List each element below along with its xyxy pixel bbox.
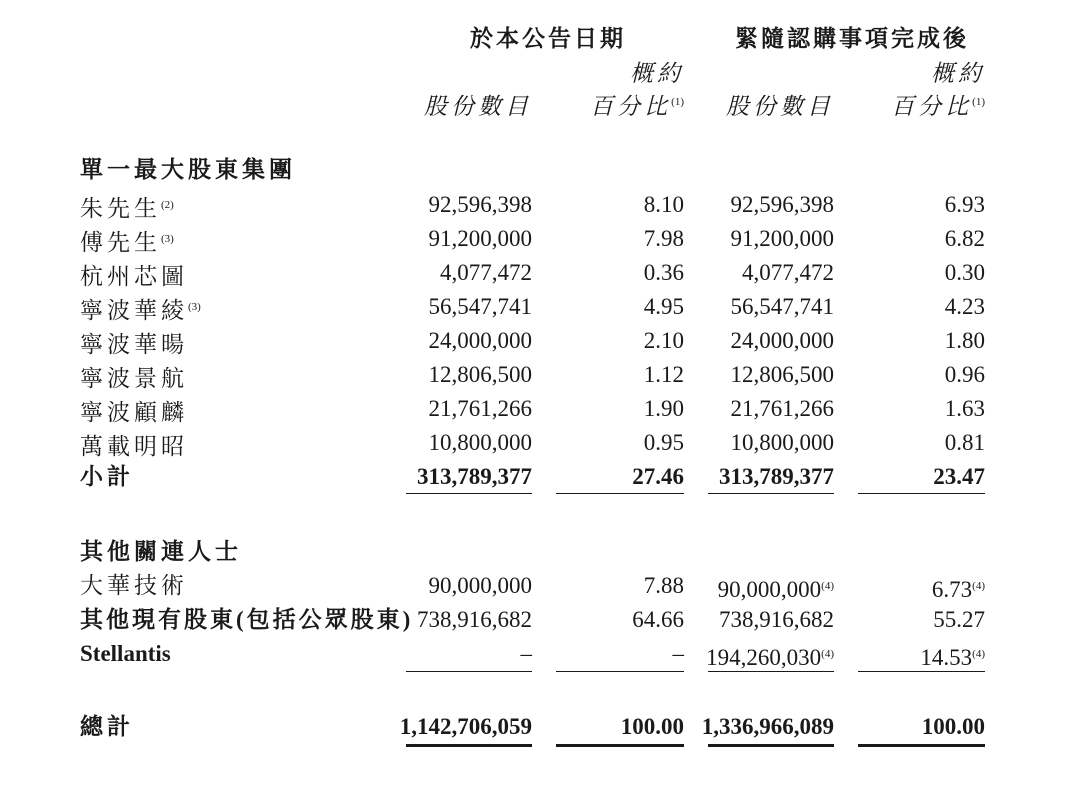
- section-rule: [556, 671, 684, 672]
- shares-after: 10,800,000: [730, 430, 834, 455]
- shares-after: 90,000,000$^{(4)}$: [717, 577, 834, 602]
- percent-after: 1.80: [944, 328, 985, 353]
- shares-current: 4,077,472: [440, 260, 532, 285]
- subtotal-percent-current: 27.46: [632, 464, 684, 489]
- header-approx-2: 概約: [931, 61, 985, 86]
- section-rule: [406, 671, 532, 672]
- row-label: 萬載明昭: [80, 434, 188, 459]
- shares-after: 21,761,266: [730, 396, 834, 421]
- percent-after: 4.23: [944, 294, 985, 319]
- table-row: [0, 324, 1080, 358]
- section-rule: [858, 671, 985, 672]
- header-shares-2: 股份數目: [726, 94, 834, 119]
- percent-after: 0.30: [944, 260, 985, 285]
- shares-current: 10,800,000: [428, 430, 532, 455]
- percent-current: 1.12: [643, 362, 684, 387]
- percent-after: 6.93: [944, 192, 985, 217]
- header-percent-1: 百分比$^{(1)}$: [590, 94, 684, 119]
- table-row: [0, 569, 1080, 603]
- shares-after: 56,547,741: [730, 294, 834, 319]
- total-rule: [406, 744, 532, 747]
- shares-after: 194,260,030$^{(4)}$: [706, 645, 834, 670]
- row-label: 寧波華暘: [80, 332, 188, 357]
- percent-current: 4.95: [643, 294, 684, 319]
- shares-after: 4,077,472: [742, 260, 834, 285]
- percent-after: 0.96: [944, 362, 985, 387]
- percent-after: 14.53$^{(4)}$: [920, 645, 985, 670]
- table-row: [0, 256, 1080, 290]
- shares-after: 24,000,000: [730, 328, 834, 353]
- percent-current: 7.88: [643, 573, 684, 598]
- percent-current: 1.90: [643, 396, 684, 421]
- row-label: 傅先生$^{(3)}$: [80, 230, 174, 255]
- percent-current: 8.10: [643, 192, 684, 217]
- table-row: [0, 603, 1080, 637]
- row-label: Stellantis: [80, 641, 171, 666]
- row-label: 寧波華綾$^{(3)}$: [80, 298, 201, 323]
- shares-current: –: [520, 641, 532, 666]
- header-approx-1: 概約: [630, 61, 684, 86]
- header-as-at-announcement: 於本公告日期: [470, 26, 626, 51]
- section-title-other-connected-persons: [0, 535, 1080, 569]
- percent-after: 1.63: [944, 396, 985, 421]
- subtotal-shares-after: 313,789,377: [719, 464, 834, 489]
- subtotal-rule: [556, 493, 684, 494]
- row-label: 其他現有股東(包括公眾股東): [80, 607, 414, 632]
- shares-current: 738,916,682: [417, 607, 532, 632]
- shares-current: 56,547,741: [428, 294, 532, 319]
- percent-current: 2.10: [643, 328, 684, 353]
- table-row: [0, 392, 1080, 426]
- total-percent-current: 100.00: [620, 714, 684, 739]
- shares-current: 92,596,398: [428, 192, 532, 217]
- shares-after: 92,596,398: [730, 192, 834, 217]
- table-row: [0, 637, 1080, 671]
- percent-current: 0.36: [643, 260, 684, 285]
- total-shares-current: 1,142,706,059: [399, 714, 532, 739]
- section-title: 其他關連人士: [80, 539, 242, 564]
- header-percent-2: 百分比$^{(1)}$: [891, 94, 985, 119]
- shares-current: 24,000,000: [428, 328, 532, 353]
- table-row: [0, 290, 1080, 324]
- row-label: 寧波顧麟: [80, 400, 188, 425]
- shares-current: 91,200,000: [428, 226, 532, 251]
- shares-current: 90,000,000: [428, 573, 532, 598]
- total-percent-after: 100.00: [921, 714, 985, 739]
- subtotal-rule: [406, 493, 532, 494]
- table-row: [0, 426, 1080, 460]
- total-row: [0, 710, 1080, 744]
- row-label: 朱先生$^{(2)}$: [80, 196, 174, 221]
- total-rule: [858, 744, 985, 747]
- section-rule: [708, 671, 834, 672]
- subtotal-percent-after: 23.47: [933, 464, 985, 489]
- percent-current: 7.98: [643, 226, 684, 251]
- table-row: [0, 358, 1080, 392]
- header-shares-1: 股份數目: [424, 94, 532, 119]
- percent-current: 64.66: [632, 607, 684, 632]
- percent-current: 0.95: [643, 430, 684, 455]
- row-label: 寧波景航: [80, 366, 188, 391]
- shares-current: 21,761,266: [428, 396, 532, 421]
- section-title: 單一最大股東集團: [80, 157, 296, 182]
- subtotal-shares-current: 313,789,377: [417, 464, 532, 489]
- total-rule: [708, 744, 834, 747]
- percent-after: 0.81: [944, 430, 985, 455]
- total-shares-after: 1,336,966,089: [701, 714, 834, 739]
- table-row: [0, 222, 1080, 256]
- percent-after: 6.73$^{(4)}$: [931, 577, 985, 602]
- percent-current: –: [672, 641, 684, 666]
- subtotal-label: 小計: [80, 464, 134, 489]
- row-label: 大華技術: [80, 573, 188, 598]
- section-title-largest-shareholder-group: [0, 153, 1080, 187]
- total-rule: [556, 744, 684, 747]
- shares-after: 91,200,000: [730, 226, 834, 251]
- table-row: [0, 188, 1080, 222]
- percent-after: 55.27: [933, 607, 985, 632]
- subtotal-rule: [708, 493, 834, 494]
- percent-after: 6.82: [944, 226, 985, 251]
- shares-after: 12,806,500: [730, 362, 834, 387]
- header-after-subscription: 緊隨認購事項完成後: [735, 26, 969, 51]
- total-label: 總計: [80, 714, 134, 739]
- shares-current: 12,806,500: [428, 362, 532, 387]
- subtotal-rule: [858, 493, 985, 494]
- shares-after: 738,916,682: [719, 607, 834, 632]
- subtotal-row: [0, 460, 1080, 494]
- row-label: 杭州芯圖: [80, 264, 188, 289]
